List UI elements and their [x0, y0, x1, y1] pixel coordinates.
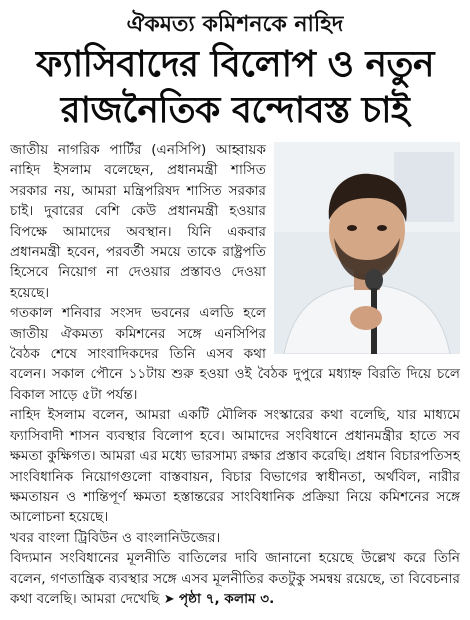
headline-line-1: ফ্যাসিবাদের বিলোপ ও নতুন — [35, 44, 434, 85]
paragraph-last — [10, 548, 460, 610]
credit-line: খবর বাংলা ট্রিবিউন ও বাংলানিউজের। — [10, 529, 221, 546]
article-body — [10, 140, 460, 610]
headline-line-2: রাজনৈতিক বন্দোবস্ত চাই — [60, 90, 410, 131]
paragraph-3: নাহিদ ইসলাম বলেন, আমরা একটি মৌলিক সংস্কারের কথা বলেছি, যার মাধ্যমে ফ্যাসিবাদী শাসন ব্যবস্থার বিলোপ হবে। আমাদের সংবিধানে প্রধানমন্ত্রীর হাতে সব ক্ষমতা কুক্ষিগত। আমরা এর মধ্যে ভারসাম্য রক্ষার প্রস্তাব করেছি। প্রধান বিচারপতিসহ সাংবিধানিক নিয়োগগুলো বাস্তবায়ন, বিচার বিভাগের স্বাধীনতা, অর্থবিল, নারীর ক্ষমতায়ন ও শান্তিপূর্ণ ক্ষমতা হস্তান্তরের সাংবিধানিক প্রক্রিয়া নিয়ে কমিশনের সঙ্গে আলোচনা হয়েছে। — [10, 407, 460, 526]
paragraph-last-text: বিদ্যমান সংবিধানের মূলনীতি বাতিলের দাবি জানানো হয়েছে উল্লেখ করে তিনি বলেন, গণতান্ত্রিক ব্যবস্থার সঙ্গে এসব মূলনীতির কতটুকু সমন্বয় রয়েছে, তা বিবেচনার কথা বলেছি। আমরা দেখেছি — [10, 550, 460, 607]
portrait-photo-icon — [274, 142, 460, 354]
paragraph-1: জাতীয় নাগরিক পার্টির (এনসিপি) আহ্বায়ক নাহিদ ইসলাম বলেছেন, প্রধানমন্ত্রী শাসিত সরকার নয়, আমরা মন্ত্রিপরিষদ শাসিত সরকার চাই। দুবারের বেশি কেউ প্রধানমন্ত্রী হওয়ার বিপক্ষে আমাদের অবস্থান। যিনি একবার প্রধানমন্ত্রী হবেন, পরবর্তী সময়ে তাকে রাষ্ট্রপতি হিসেবে নিয়োগ না দেওয়ার প্রস্তাবও দেওয়া হয়েছে। — [10, 142, 266, 301]
jump-arrow-icon: ➤ — [163, 591, 175, 607]
paragraph-2: গতকাল শনিবার সংসদ ভবনের এলডি হলে জাতীয় ঐকমত্য কমিশনের সঙ্গে এনসিপির বৈঠক শেষে সাংবাদিকদের তিনি এসব কথা বলেন। সকাল পৌনে ১১টায় শুরু হওয়া ওই বৈঠক দুপুরে মধ্যাহ্ন বিরতি দিয়ে চলে বিকাল সাড়ে ৫টা পর্যন্ত। — [10, 305, 460, 403]
headline — [10, 42, 460, 134]
kicker: ঐকমত্য কমিশনকে নাহিদ — [126, 12, 344, 37]
speaker-photo — [274, 142, 460, 354]
continued-on-link[interactable]: পৃষ্ঠা ৭, কলাম ৩. — [178, 590, 275, 607]
